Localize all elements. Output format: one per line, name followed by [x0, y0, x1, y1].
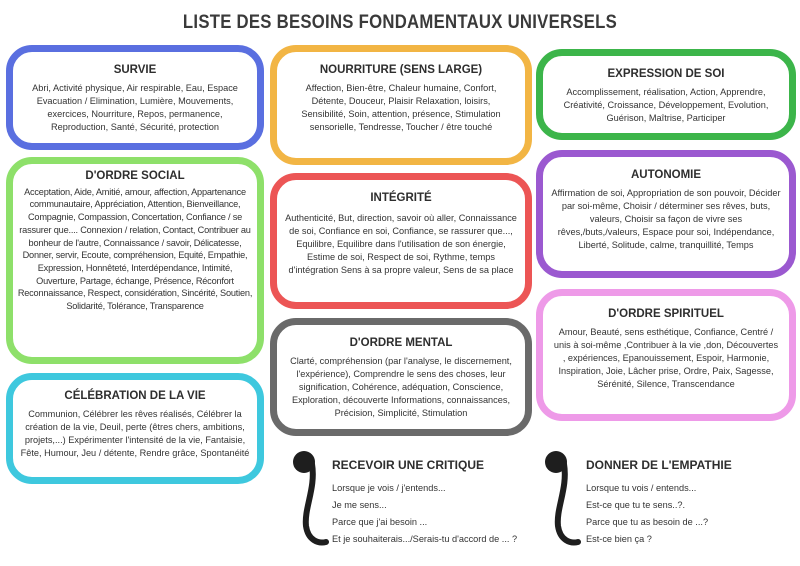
box-social: [6, 157, 264, 364]
critique-line: Parce que j'ai besoin ...: [332, 517, 428, 527]
box-spirituel-title: D'ORDRE SPIRITUEL: [608, 308, 724, 320]
box-integrite-text: Authenticité, But, direction, savoir où aller, Connaissance de soi, Confiance en soi, Confiance, se rassurer que..., Equilibre, Equilibre dans l'utilisation de son énergie, Estime de soi, Respect de soi, Rythme, temps d'intégration Sens à sa propre valeur, Sens de sa place: [285, 212, 517, 276]
box-spirituel: [536, 289, 796, 421]
box-mental-text: Clarté, compréhension (par l'analyse, le discernement, l'expérience), Comprendre le sens des choses, leur signification, Cohérence, adéquation, Conscience, Exploration, découverte Informations, connaissances, Précision, Simplicité, Stimulation: [290, 355, 512, 419]
box-nourriture-title: NOURRITURE (SENS LARGE): [319, 64, 483, 76]
critique-title: RECEVOIR UNE CRITIQUE: [332, 458, 485, 472]
empathie-line: Parce que tu as besoin de ...?: [586, 517, 709, 527]
quote-mark-icon: [542, 448, 582, 550]
empathie-block: [586, 458, 786, 548]
box-nourriture-text: Affection, Bien-être, Chaleur humaine, Confort, Détente, Douceur, Plaisir Relaxation, loisirs, Sensibilité, Soin, attention, présence, Stimulation sensorielle, Tendresse, Toucher / être touché: [301, 82, 501, 132]
box-survie-title: SURVIE: [113, 64, 157, 76]
box-celebration: [6, 373, 264, 484]
empathie-line: Lorsque tu vois / entends...: [586, 483, 697, 493]
box-social-title: D'ORDRE SOCIAL: [85, 170, 185, 182]
box-nourriture: [270, 45, 532, 165]
box-autonomie: [536, 150, 796, 278]
box-mental: [270, 318, 532, 436]
box-spirituel-text: Amour, Beauté, sens esthétique, Confiance, Centré / unis à soi-même ,Contribuer à la vie ,don, Découvertes , expériences, Epanouissement, Espoir, Harmonie, Inspiration, Joie, Lâcher prise, Ordre, Paix, Sagesse, Sérénité, Silence, Transcendance: [553, 326, 779, 390]
box-social-text: Acceptation, Aide, Amitié, amour, affection, Appartenance communautaire, Appréciation, Attention, Bienveillance, Compagnie, Compassion, Concertation, Confiance / se rassurer que.... Connexion / relation, Contact, Contribuer au bonheur de l'autre, Connaissance / savoir, Délicatesse, Donner, servir, Ecoute, compréhension, Equité, Empathie, Expression, Honnêteté, Interdépendance, Intimité, Ouverture, Partage, échange, Présence, Réconfort Reconnaissance, Respect, considération, Sincérité, Soutien, Solidarité, Tolérance, Transparence: [17, 186, 253, 311]
quote-mark-icon: [290, 448, 330, 550]
box-expression: [536, 49, 796, 140]
critique-line: Et je souhaiterais.../Serais-tu d'accord de ... ?: [332, 534, 518, 544]
box-celebration-title: CÉLÉBRATION DE LA VIE: [64, 390, 206, 402]
empathie-line: Est-ce bien ça ?: [586, 534, 652, 544]
box-integrite: [270, 173, 532, 309]
critique-block: [332, 458, 542, 548]
page-title: LISTE DES BESOINS FONDAMENTAUX UNIVERSELS: [182, 12, 618, 33]
empathie-title: DONNER DE L'EMPATHIE: [586, 458, 732, 472]
box-expression-text: Accomplissement, réalisation, Action, Apprendre, Créativité, Croissance, Développement, Evolution, Guérison, Maîtrise, Participer: [563, 86, 769, 123]
critique-line: Lorsque je vois / j'entends...: [332, 483, 446, 493]
box-integrite-title: INTÉGRITÉ: [370, 192, 432, 204]
empathie-line: Est-ce que tu te sens..?.: [586, 500, 686, 510]
box-survie: [6, 45, 264, 150]
box-autonomie-title: AUTONOMIE: [630, 169, 702, 181]
box-expression-title: EXPRESSION DE SOI: [607, 68, 725, 80]
box-autonomie-text: Affirmation de soi, Appropriation de son pouvoir, Décider par soi-même, Choisir / déterminer ses rêves, buts, valeurs, Choisir sa façon de vivre ses rêves,/buts,/valeurs, Espace pour soi, Indépendance, Liberté, Solitude, calme, tranquillité, Temps: [551, 187, 781, 251]
critique-line: Je me sens...: [332, 500, 387, 510]
box-mental-title: D'ORDRE MENTAL: [349, 337, 453, 349]
box-survie-text: Abri, Activité physique, Air respirable, Eau, Espace Evacuation / Elimination, Lumière, Mouvements, exercices, Nourriture, Repos, permanence, Reproduction, Santé, Sécurité, protection: [32, 82, 238, 132]
box-celebration-text: Communion, Célébrer les rêves réalisés, Célébrer la création de la vie, Deuil, perte (êtres chers, ambitions, projets,...) Expérimenter l'intensité de la vie, Fantaisie, Fête, Humour, Jeu / détente, Rendre grâce, Spontanéité: [20, 408, 250, 458]
